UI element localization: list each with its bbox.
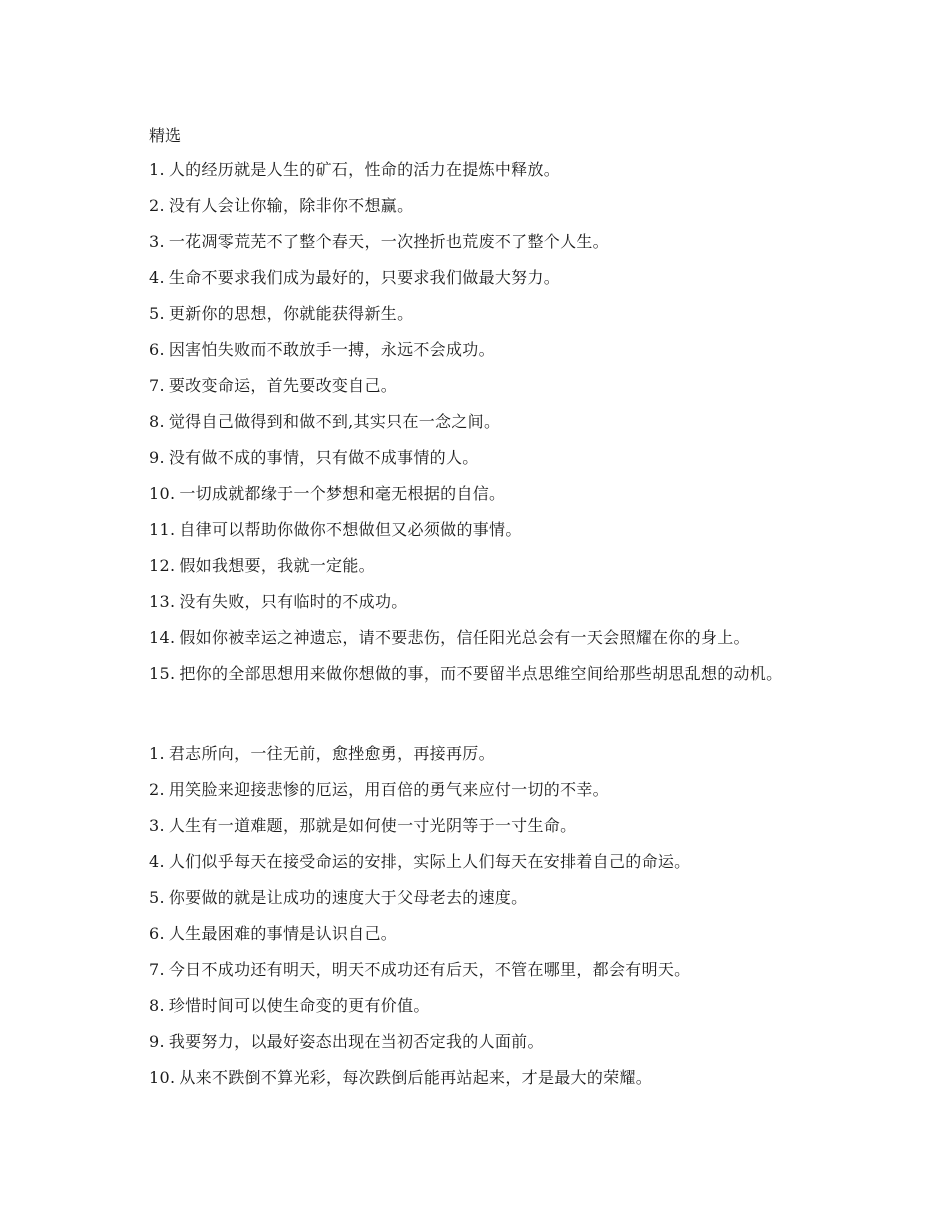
quote-list-2	[114, 742, 836, 1090]
item-text: 一切成就都缘于一个梦想和毫无根据的自信。	[179, 484, 506, 503]
item-text: 今日不成功还有明天，明天不成功还有后天，不管在哪里，都会有明天。	[168, 960, 691, 979]
list-item	[114, 554, 836, 578]
item-text: 没有人会让你输，除非你不想赢。	[168, 196, 414, 215]
list-item	[114, 626, 836, 650]
list-item	[114, 814, 836, 838]
list-item	[114, 446, 836, 470]
list-item	[114, 850, 836, 874]
list-item	[114, 922, 836, 946]
list-item	[114, 518, 836, 542]
list-item	[114, 158, 836, 182]
item-number: 1.	[149, 160, 165, 179]
list-item	[114, 266, 836, 290]
item-number: 11.	[149, 520, 176, 539]
list-item	[114, 482, 836, 506]
item-number: 14.	[149, 628, 176, 647]
item-text: 假如我想要，我就一定能。	[179, 556, 375, 575]
item-text: 人生有一道难题，那就是如何使一寸光阴等于一寸生命。	[168, 816, 577, 835]
item-number: 3.	[149, 816, 165, 835]
item-number: 2.	[149, 196, 165, 215]
item-number: 8.	[149, 996, 165, 1015]
document-heading: 精选	[149, 126, 182, 145]
item-number: 2.	[149, 780, 165, 799]
list-item	[114, 590, 836, 614]
item-text: 生命不要求我们成为最好的，只要求我们做最大努力。	[168, 268, 561, 287]
list-item	[114, 302, 836, 326]
list-item	[114, 194, 836, 218]
item-number: 3.	[149, 232, 165, 251]
item-number: 10.	[149, 484, 176, 503]
document-body	[114, 122, 836, 1102]
list-item	[114, 410, 836, 434]
item-text: 你要做的就是让成功的速度大于父母老去的速度。	[168, 888, 528, 907]
list-item	[114, 886, 836, 910]
item-text: 一花凋零荒芜不了整个春天，一次挫折也荒废不了整个人生。	[168, 232, 609, 251]
item-number: 15.	[149, 664, 176, 683]
item-text: 人的经历就是人生的矿石，性命的活力在提炼中释放。	[168, 160, 561, 179]
item-text: 没有做不成的事情，只有做不成事情的人。	[168, 448, 479, 467]
item-number: 6.	[149, 340, 165, 359]
item-text: 珍惜时间可以使生命变的更有价值。	[168, 996, 430, 1015]
list-item	[114, 778, 836, 802]
item-number: 9.	[149, 1032, 165, 1051]
item-text: 觉得自己做得到和做不到,其实只在一念之间。	[168, 412, 501, 431]
item-number: 4.	[149, 852, 165, 871]
item-text: 因害怕失败而不敢放手一搏，永远不会成功。	[168, 340, 495, 359]
item-number: 8.	[149, 412, 165, 431]
item-number: 6.	[149, 924, 165, 943]
item-number: 10.	[149, 1068, 176, 1087]
item-text: 我要努力，以最好姿态出现在当初否定我的人面前。	[168, 1032, 544, 1051]
item-number: 13.	[149, 592, 176, 611]
list-item	[114, 338, 836, 362]
list-item	[114, 662, 836, 686]
item-text: 更新你的思想，你就能获得新生。	[168, 304, 414, 323]
item-number: 9.	[149, 448, 165, 467]
item-text: 人们似乎每天在接受命运的安排，实际上人们每天在安排着自己的命运。	[168, 852, 691, 871]
list-item	[114, 374, 836, 398]
quote-list-1	[114, 158, 836, 686]
item-number: 7.	[149, 960, 165, 979]
item-number: 7.	[149, 376, 165, 395]
item-text: 自律可以帮助你做你不想做但又必须做的事情。	[179, 520, 522, 539]
list-item	[114, 742, 836, 766]
item-number: 4.	[149, 268, 165, 287]
item-text: 人生最困难的事情是认识自己。	[168, 924, 398, 943]
list-item	[114, 958, 836, 982]
item-text: 要改变命运，首先要改变自己。	[168, 376, 398, 395]
item-number: 5.	[149, 888, 165, 907]
item-text: 君志所向，一往无前，愈挫愈勇，再接再厉。	[168, 744, 495, 763]
item-text: 把你的全部思想用来做你想做的事，而不要留半点思维空间给那些胡思乱想的动机。	[179, 664, 783, 683]
item-text: 没有失败，只有临时的不成功。	[179, 592, 408, 611]
item-number: 1.	[149, 744, 165, 763]
item-text: 假如你被幸运之神遗忘，请不要悲伤，信任阳光总会有一天会照耀在你的身上。	[179, 628, 750, 647]
item-number: 5.	[149, 304, 165, 323]
list-item	[114, 1030, 836, 1054]
item-text: 用笑脸来迎接悲惨的厄运，用百倍的勇气来应付一切的不幸。	[168, 780, 609, 799]
section-spacer	[114, 698, 836, 742]
list-item	[114, 1066, 836, 1090]
list-item	[114, 230, 836, 254]
list-item	[114, 994, 836, 1018]
item-number: 12.	[149, 556, 176, 575]
item-text: 从来不跌倒不算光彩，每次跌倒后能再站起来，才是最大的荣耀。	[179, 1068, 653, 1087]
